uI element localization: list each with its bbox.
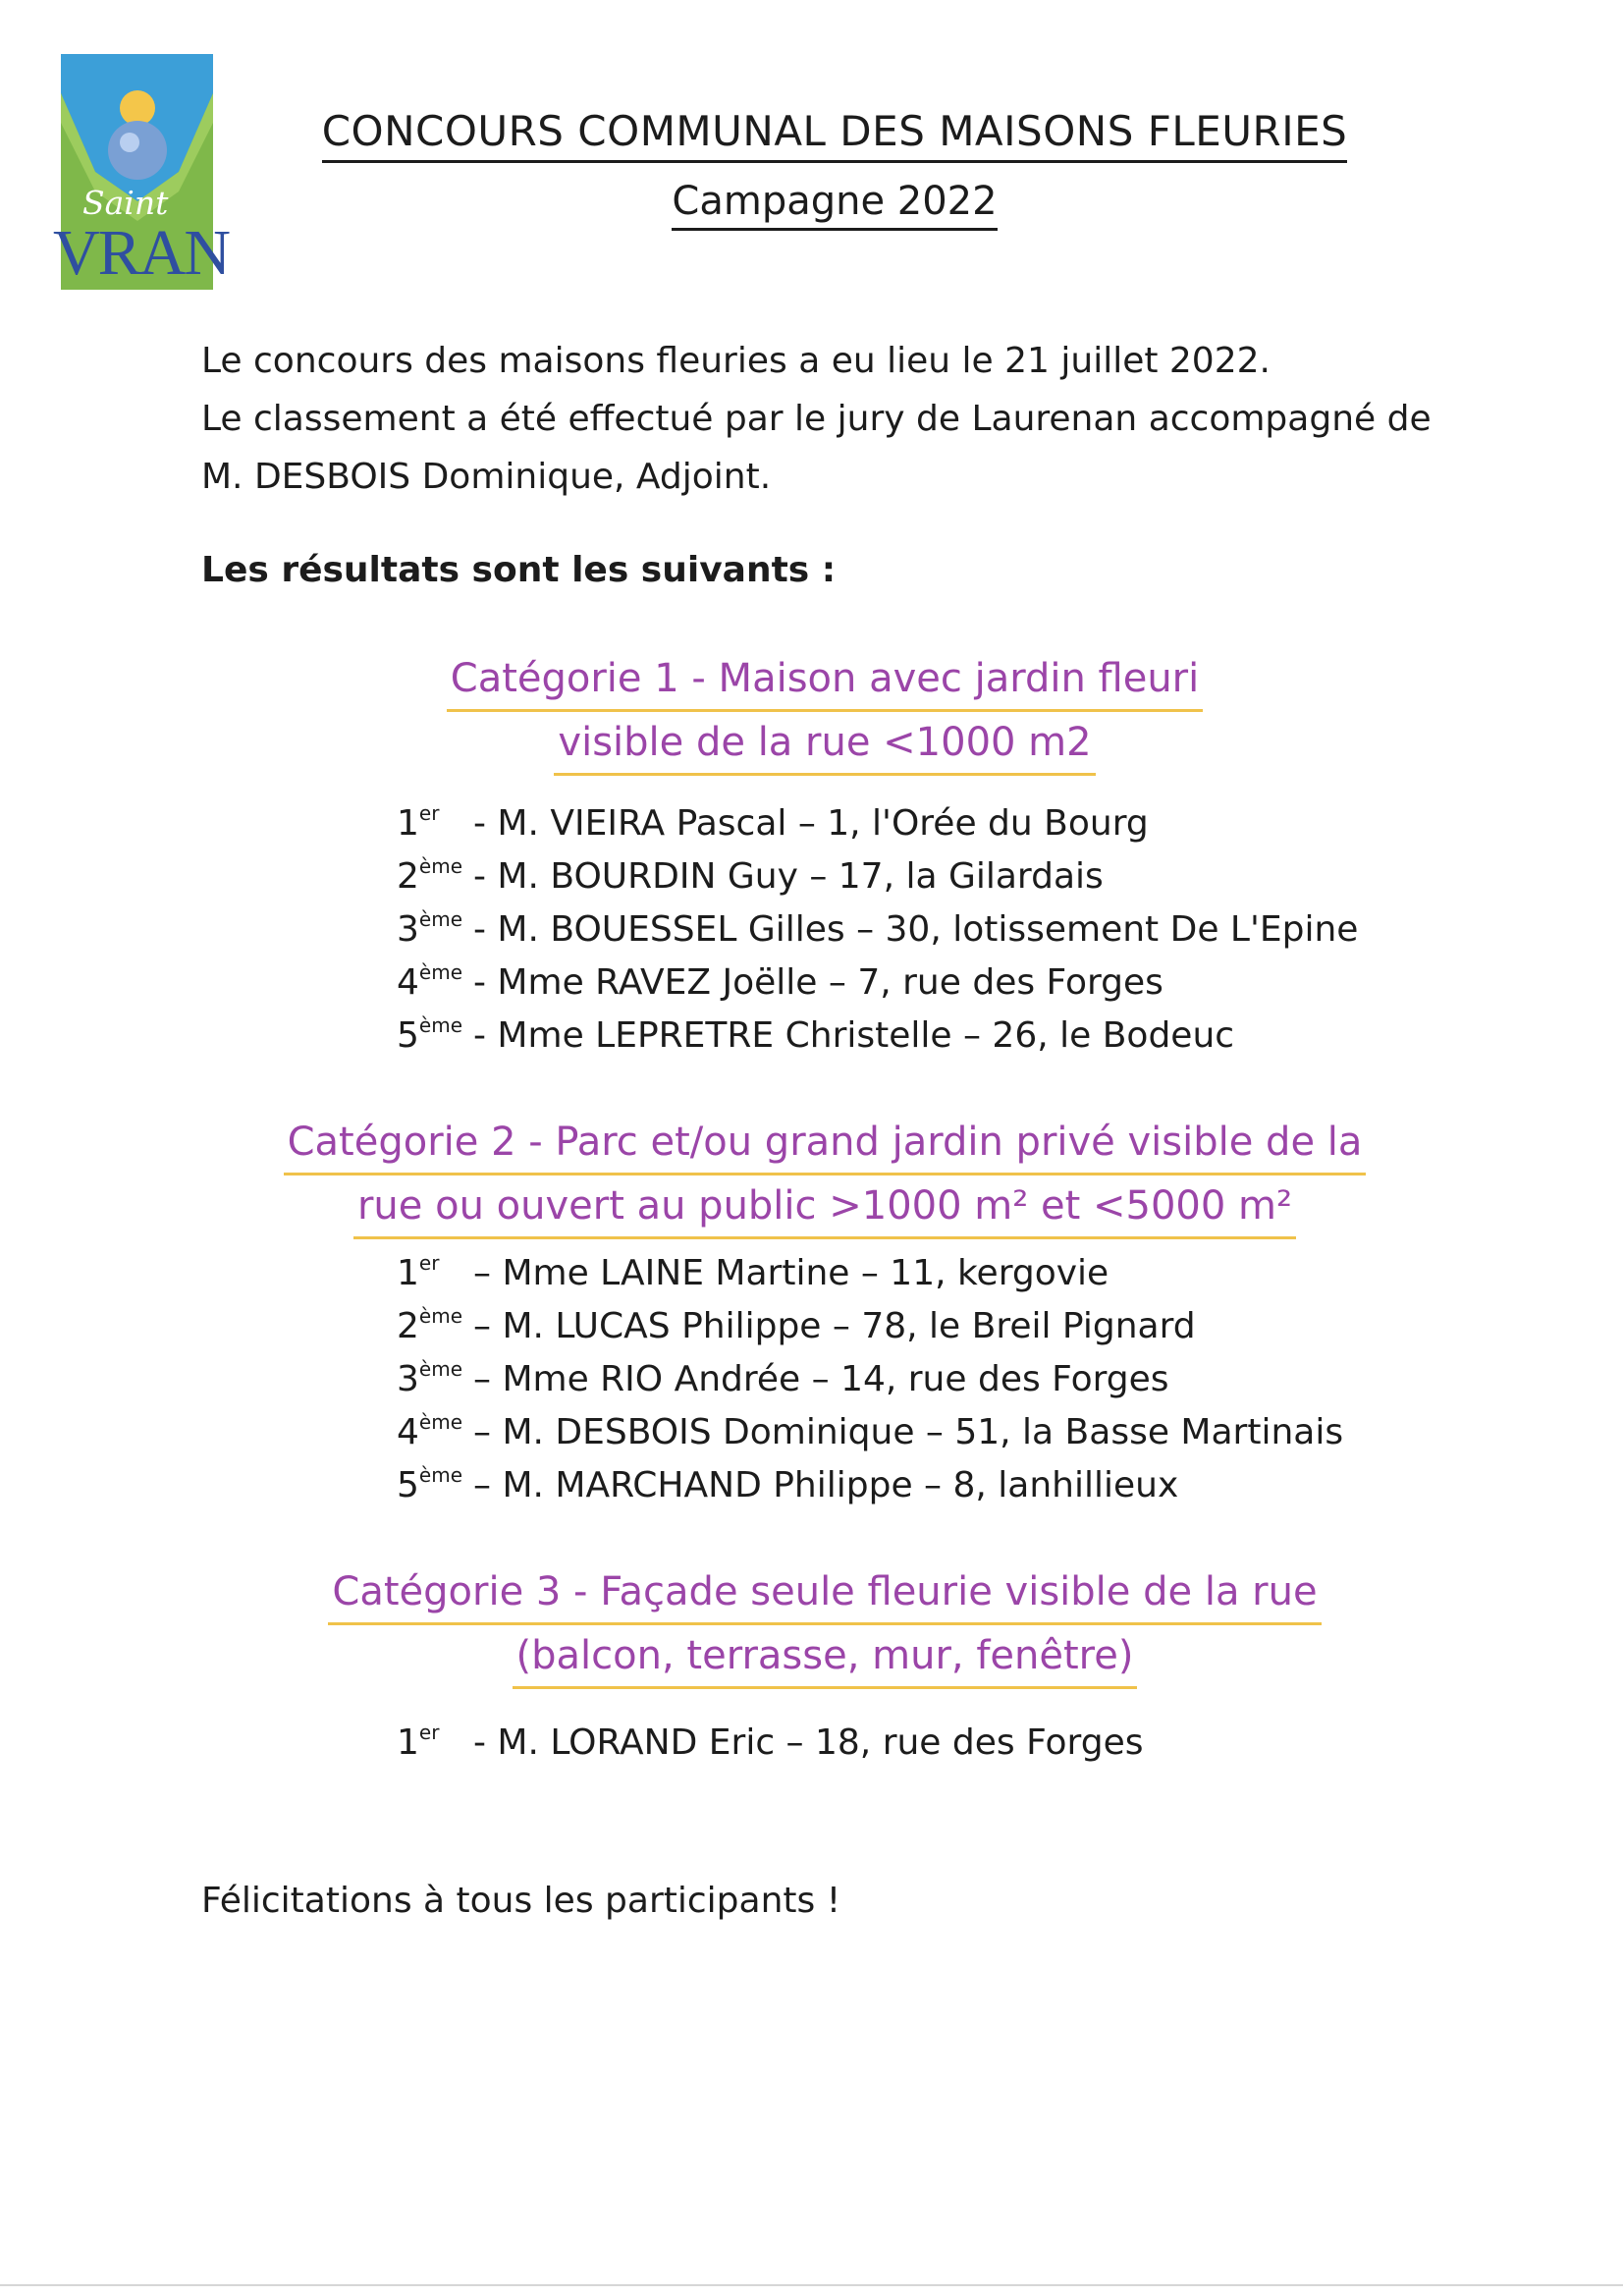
entry-text: - M. BOURDIN Guy – 17, la Gilardais (473, 856, 1104, 897)
list-item (397, 1717, 1143, 1770)
entry-text: – M. DESBOIS Dominique – 51, la Basse Martinais (473, 1412, 1344, 1452)
entry-text: - Mme RAVEZ Joëlle – 7, rue des Forges (473, 962, 1163, 1003)
entry-text: – Mme RIO Andrée – 14, rue des Forges (473, 1359, 1169, 1399)
list-item (397, 957, 1358, 1010)
rank: 3ème (397, 1357, 462, 1399)
closing-message: Félicitations à tous les participants ! (201, 1881, 841, 1921)
page-bottom-edge (0, 2284, 1623, 2286)
entry-text: - M. BOUESSEL Gilles – 30, lotissement De L'Epine (473, 909, 1359, 950)
rank: 2ème (397, 1304, 462, 1346)
list-item (397, 1406, 1343, 1459)
category-2-heading-line-2: rue ou ouvert au public >1000 m² et <5000 m² (353, 1175, 1296, 1239)
intro-paragraph (201, 332, 1507, 506)
document-title: CONCOURS COMMUNAL DES MAISONS FLEURIES (322, 106, 1348, 163)
rank: 5ème (397, 1463, 462, 1505)
category-3-heading (255, 1561, 1394, 1689)
rank: 1er (397, 1251, 440, 1293)
logo-word-vran: VRAN (53, 217, 230, 289)
list-item (397, 1247, 1343, 1300)
document-header (270, 106, 1399, 231)
category-2-list (397, 1247, 1343, 1512)
category-1-heading-line-1: Catégorie 1 - Maison avec jardin fleuri (447, 648, 1203, 712)
intro-line-2: Le classement a été effectué par le jury de Laurenan accompagné de (201, 399, 1432, 439)
rank: 1er (397, 801, 440, 844)
entry-text: - M. VIEIRA Pascal – 1, l'Orée du Bourg (473, 803, 1149, 844)
entry-text: – M. MARCHAND Philippe – 8, lanhillieux (473, 1465, 1179, 1505)
category-3-list (397, 1717, 1143, 1770)
category-2-heading (206, 1112, 1443, 1239)
rank: 3ème (397, 907, 462, 950)
rank: 1er (397, 1721, 440, 1763)
list-item (397, 1010, 1358, 1063)
category-3-heading-line-1: Catégorie 3 - Façade seule fleurie visible de la rue (328, 1561, 1321, 1625)
rank: 2ème (397, 854, 462, 897)
category-2-heading-line-1: Catégorie 2 - Parc et/ou grand jardin privé visible de la (284, 1112, 1367, 1175)
list-item (397, 850, 1358, 903)
entry-text: – M. LUCAS Philippe – 78, le Breil Pignard (473, 1306, 1196, 1346)
list-item (397, 1353, 1343, 1406)
intro-line-1: Le concours des maisons fleuries a eu lieu le 21 juillet 2022. (201, 341, 1271, 381)
logo-word-saint: Saint (82, 184, 169, 222)
rank: 4ème (397, 960, 462, 1003)
saint-vran-logo (53, 54, 230, 290)
list-item (397, 797, 1358, 850)
rank: 5ème (397, 1013, 462, 1056)
entry-text: – Mme LAINE Martine – 11, kergovie (473, 1253, 1109, 1293)
category-1-heading-line-2: visible de la rue <1000 m2 (554, 712, 1095, 776)
list-item (397, 1300, 1343, 1353)
list-item (397, 903, 1358, 957)
intro-line-3: M. DESBOIS Dominique, Adjoint. (201, 457, 772, 497)
entry-text: - M. LORAND Eric – 18, rue des Forges (473, 1722, 1144, 1763)
results-intro: Les résultats sont les suivants : (201, 550, 837, 590)
category-1-list (397, 797, 1358, 1063)
document-subtitle: Campagne 2022 (672, 177, 997, 231)
entry-text: - Mme LEPRETRE Christelle – 26, le Bodeuc (473, 1015, 1235, 1056)
rank: 4ème (397, 1410, 462, 1452)
category-1-heading (373, 648, 1276, 776)
list-item (397, 1459, 1343, 1512)
category-3-heading-line-2: (balcon, terrasse, mur, fenêtre) (513, 1625, 1138, 1689)
